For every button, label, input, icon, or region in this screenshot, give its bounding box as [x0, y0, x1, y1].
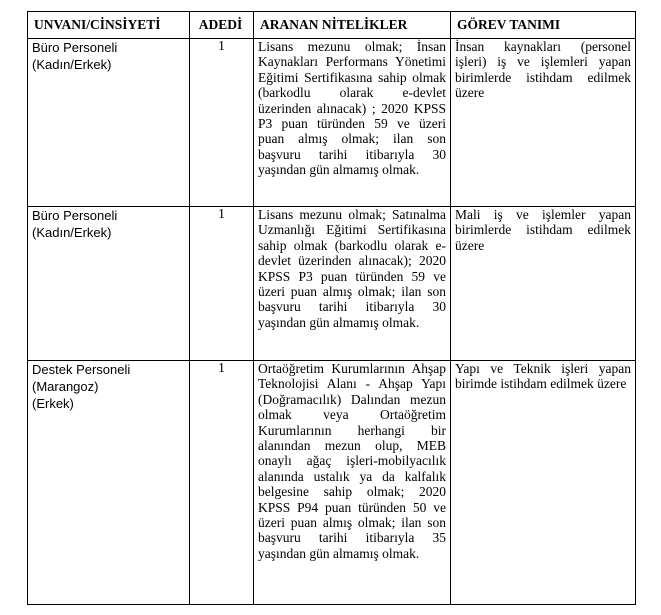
- position-name: Büro Personeli: [32, 208, 118, 223]
- position-qualifications: Lisans mezunu olmak; İnsan Kaynakları Performans Yönetimi Eğitimi Sertifikasına sahip olmak (barkodlu olarak e-devlet üzerinden alınacak) ; 2020 KPSS P3 puan türünden 59 ve üzeri puan almış olmak; ilan son başvuru tarihi itibarıyla 30 yaşından gün almamış olmak.: [254, 39, 451, 207]
- header-row: [28, 12, 636, 39]
- table-row: [28, 361, 636, 605]
- table-row: [28, 207, 636, 361]
- header-title: UNVANI/CİNSİYETİ: [28, 12, 190, 39]
- position-title: [28, 361, 190, 605]
- header-count: ADEDİ: [190, 12, 254, 39]
- position-duty: İnsan kaynakları (personel işleri) iş ve işlemleri yapan birimlerde istihdam edilmek üzere: [451, 39, 636, 207]
- position-count: 1: [190, 361, 254, 605]
- table-row: [28, 39, 636, 207]
- position-qualifications: Lisans mezunu olmak; Satınalma Uzmanlığı Eğitimi Sertifikasına sahip olmak (barkodlu olarak e-devlet üzerinden alınacak); 2020 KPSS P3 puan türünden 59 ve üzeri puan almış olmak; ilan son başvuru tarihi itibarıyla 30 yaşından gün almamış olmak.: [254, 207, 451, 361]
- staff-positions-table: [27, 11, 636, 605]
- position-duty: Mali iş ve işlemler yapan birimlerde istihdam edilmek üzere: [451, 207, 636, 361]
- header-duty: GÖREV TANIMI: [451, 12, 636, 39]
- position-gender: (Erkek): [32, 396, 74, 411]
- position-name: Destek Personeli: [32, 362, 131, 377]
- position-gender: (Kadın/Erkek): [32, 57, 112, 72]
- position-gender: (Kadın/Erkek): [32, 225, 112, 240]
- position-duty: Yapı ve Teknik işleri yapan birimde istihdam edilmek üzere: [451, 361, 636, 605]
- position-trade: (Marangoz): [32, 379, 99, 394]
- position-qualifications: Ortaöğretim Kurumlarının Ahşap Teknolojisi Alanı - Ahşap Yapı (Doğramacılık) Dalından mezun olmak veya Ortaöğretim Kurumlarının herhangi bir alanından mezun olup, MEB onaylı ağaç işleri-mobilyacılık alanında ustalık ya da kalfalık belgesine sahip olmak; 2020 KPSS P94 puan türünden 50 ve üzeri puan almış olmak; ilan son başvuru tarihi itibarıyla 35 yaşından gün almamış olmak.: [254, 361, 451, 605]
- position-title: [28, 207, 190, 361]
- position-title: [28, 39, 190, 207]
- position-name: Büro Personeli: [32, 40, 118, 55]
- header-qualifications: ARANAN NİTELİKLER: [254, 12, 451, 39]
- position-count: 1: [190, 207, 254, 361]
- position-count: 1: [190, 39, 254, 207]
